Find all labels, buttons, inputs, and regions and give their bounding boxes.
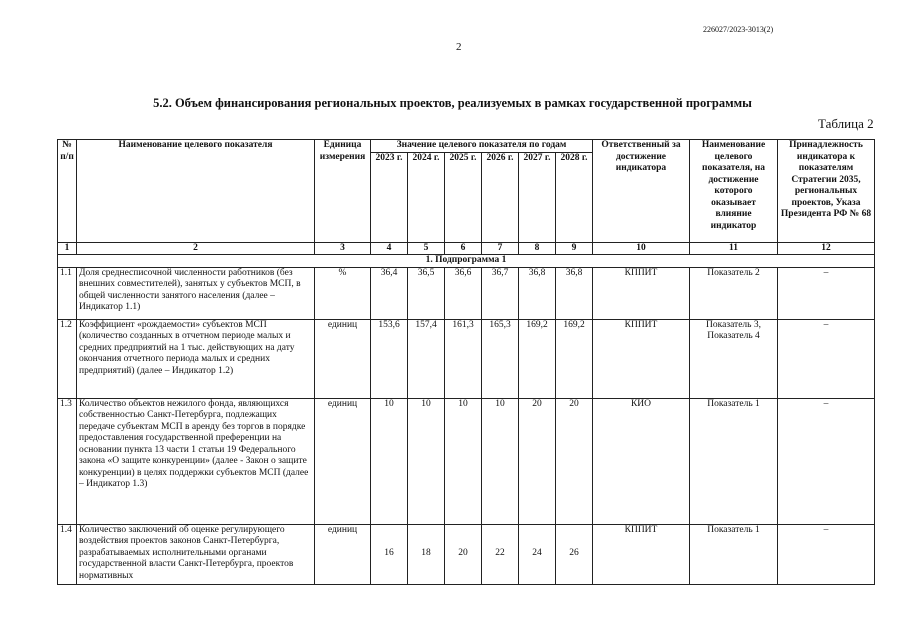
indicator-unit: %	[315, 267, 371, 319]
header-responsible: Ответственный за достижение индикатора	[593, 140, 690, 243]
header-strategy: Принадлежность индикатора к показателям Стратегии 2035, региональных проектов, Указа Президента РФ № 68	[778, 140, 875, 243]
header-year: 2024 г.	[408, 152, 445, 242]
column-index: 1	[58, 242, 77, 255]
year-value: 16	[371, 524, 408, 584]
table-row	[58, 267, 875, 319]
year-value: 20	[519, 398, 556, 524]
document-number: 226027/2023-3013(2)	[703, 25, 774, 34]
year-value: 10	[482, 398, 519, 524]
table-row	[58, 524, 875, 584]
column-index: 3	[315, 242, 371, 255]
row-number: 1.4	[58, 524, 77, 584]
indicator-name: Количество заключений об оценке регулирующего воздействия проектов законов Санкт-Петербурга, разрабатываемых исполнительными органами государственной власти Санкт-Петербурга, проектов нормативных	[77, 524, 315, 584]
year-value: 26	[556, 524, 593, 584]
column-index: 12	[778, 242, 875, 255]
column-index: 8	[519, 242, 556, 255]
year-value: 36,8	[556, 267, 593, 319]
year-value: 20	[445, 524, 482, 584]
indicator-unit: единиц	[315, 319, 371, 398]
indicator-name: Количество объектов нежилого фонда, являющихся собственностью Санкт-Петербурга, подлежащих передаче субъектам МСП в аренду без торгов в порядке предоставления государственной преференции на основании пункта 13 части 1 статьи 19 Федерального закона «О защите конкуренции» (далее - Закон о защите конкуренции) в целях поддержки субъектов МСП (далее – Индикатор 1.3)	[77, 398, 315, 524]
year-value: 36,4	[371, 267, 408, 319]
subprogram-title: 1. Подпрограмма 1	[58, 255, 875, 268]
header-no: № п/п	[58, 140, 77, 243]
header-year: 2027 г.	[519, 152, 556, 242]
responsible: КППИТ	[593, 267, 690, 319]
target-indicator: Показатель 2	[690, 267, 778, 319]
year-value: 153,6	[371, 319, 408, 398]
header-year: 2025 г.	[445, 152, 482, 242]
year-value: 161,3	[445, 319, 482, 398]
section-title: 5.2. Объем финансирования региональных проектов, реализуемых в рамках государственной программы	[153, 96, 752, 110]
year-value: 10	[408, 398, 445, 524]
indicators-table	[57, 139, 875, 585]
year-value: 165,3	[482, 319, 519, 398]
header-name: Наименование целевого показателя	[77, 140, 315, 243]
column-index: 4	[371, 242, 408, 255]
year-value: 22	[482, 524, 519, 584]
year-value: 169,2	[519, 319, 556, 398]
strategy-membership: –	[778, 319, 875, 398]
header-target: Наименование целевого показателя, на достижение которого оказывает влияние индикатор	[690, 140, 778, 243]
table-row	[58, 398, 875, 524]
table-row	[58, 319, 875, 398]
indicator-unit: единиц	[315, 398, 371, 524]
row-number: 1.2	[58, 319, 77, 398]
column-index: 7	[482, 242, 519, 255]
year-value: 10	[371, 398, 408, 524]
column-index: 5	[408, 242, 445, 255]
header-unit: Единица измерения	[315, 140, 371, 243]
target-indicator: Показатель 3, Показатель 4	[690, 319, 778, 398]
strategy-membership: –	[778, 524, 875, 584]
column-index: 9	[556, 242, 593, 255]
year-value: 157,4	[408, 319, 445, 398]
row-number: 1.1	[58, 267, 77, 319]
header-year: 2028 г.	[556, 152, 593, 242]
year-value: 36,6	[445, 267, 482, 319]
year-value: 10	[445, 398, 482, 524]
target-indicator: Показатель 1	[690, 398, 778, 524]
column-index: 10	[593, 242, 690, 255]
indicator-unit: единиц	[315, 524, 371, 584]
strategy-membership: –	[778, 267, 875, 319]
responsible: КППИТ	[593, 319, 690, 398]
column-index: 11	[690, 242, 778, 255]
indicator-name: Коэффициент «рождаемости» субъектов МСП (количество созданных в отчетном периоде малых и средних предприятий на 1 тыс. действующих на дату окончания отчетного периода малых и средних предприятий) (далее – Индикатор 1.2)	[77, 319, 315, 398]
column-index: 2	[77, 242, 315, 255]
year-value: 36,7	[482, 267, 519, 319]
target-indicator: Показатель 1	[690, 524, 778, 584]
table-label: Таблица 2	[818, 116, 874, 131]
responsible: КППИТ	[593, 524, 690, 584]
subprogram-row	[58, 255, 875, 268]
responsible: КИО	[593, 398, 690, 524]
year-value: 18	[408, 524, 445, 584]
page-number: 2	[456, 41, 462, 53]
header-year: 2026 г.	[482, 152, 519, 242]
year-value: 24	[519, 524, 556, 584]
column-index: 6	[445, 242, 482, 255]
year-value: 169,2	[556, 319, 593, 398]
year-value: 36,8	[519, 267, 556, 319]
row-number: 1.3	[58, 398, 77, 524]
strategy-membership: –	[778, 398, 875, 524]
year-value: 36,5	[408, 267, 445, 319]
header-year: 2023 г.	[371, 152, 408, 242]
year-value: 20	[556, 398, 593, 524]
indicator-name: Доля среднесписочной численности работников (без внешних совместителей), занятых у субъектов МСП, в общей численности занятого населения (далее – Индикатор 1.1)	[77, 267, 315, 319]
column-index-row	[58, 242, 875, 255]
header-values: Значение целевого показателя по годам	[371, 140, 593, 153]
